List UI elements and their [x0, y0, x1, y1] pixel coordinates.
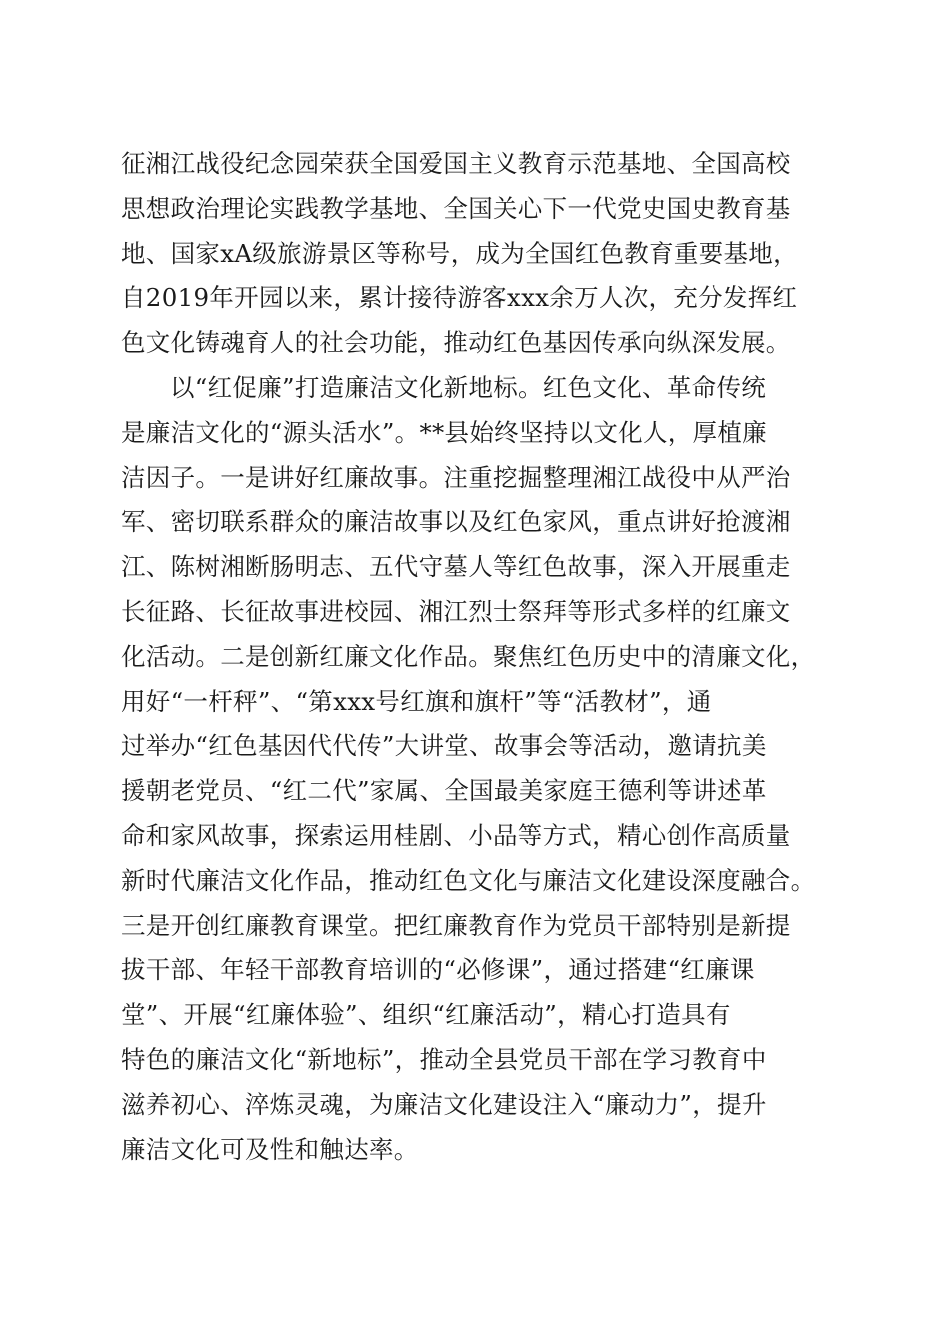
text-line: 洁因子。一是讲好红廉故事。注重挖掘整理湘江战役中从严治: [121, 462, 791, 492]
text-line: 三是开创红廉教育课堂。把红廉教育作为党员干部特别是新提: [121, 910, 791, 940]
text-line: 用好“一杆秤”、“第xxx号红旗和旗杆”等“活教材”，通: [121, 686, 712, 716]
text-line: 援朝老党员、“红二代”家属、全国最美家庭王德利等讲述革: [121, 776, 767, 806]
text-line: 色文化铸魂育人的社会功能，推动红色基因传承向纵深发展。: [121, 328, 791, 358]
text-line: 江、陈树湘断肠明志、五代守墓人等红色故事，深入开展重走: [121, 552, 791, 582]
text-line: 廉洁文化可及性和触达率。: [121, 1134, 419, 1164]
text-line: 过举办“红色基因代代传”大讲堂、故事会等活动，邀请抗美: [121, 731, 767, 761]
text-line: 军、密切联系群众的廉洁故事以及红色家风，重点讲好抢渡湘: [121, 507, 791, 537]
text-line: 自2019年开园以来，累计接待游客xxx余万人次，充分发挥红: [121, 283, 798, 313]
text-line: 拔干部、年轻干部教育培训的“必修课”，通过搭建“红廉课: [121, 955, 755, 985]
text-line: 堂”、开展“红廉体验”、组织“红廉活动”，精心打造具有: [121, 1000, 731, 1030]
text-line: 滋养初心、淬炼灵魂，为廉洁文化建设注入“廉动力”，提升: [121, 1089, 767, 1119]
text-line: 长征路、长征故事进校园、湘江烈士祭拜等形式多样的红廉文: [121, 596, 791, 626]
text-line: 新时代廉洁文化作品，推动红色文化与廉洁文化建设深度融合。: [121, 865, 816, 895]
text-line: 地、国家xA级旅游景区等称号，成为全国红色教育重要基地，: [121, 238, 798, 268]
body-text: [121, 142, 841, 1172]
text-line: 化活动。二是创新红廉文化作品。聚焦红色历史中的清廉文化，: [121, 641, 816, 671]
paragraph-heading-line: 以“红促廉”打造廉洁文化新地标。红色文化、革命传统: [170, 372, 767, 402]
text-line: 命和家风故事，探索运用桂剧、小品等方式，精心创作高质量: [121, 820, 791, 850]
text-line: 思想政治理论实践教学基地、全国关心下一代党史国史教育基: [121, 193, 791, 223]
text-line: 特色的廉洁文化“新地标”，推动全县党员干部在学习教育中: [121, 1044, 767, 1074]
text-line: 征湘江战役纪念园荣获全国爱国主义教育示范基地、全国高校: [121, 149, 791, 178]
text-line: 是廉洁文化的“源头活水”。**县始终坚持以文化人，厚植廉: [121, 417, 767, 447]
